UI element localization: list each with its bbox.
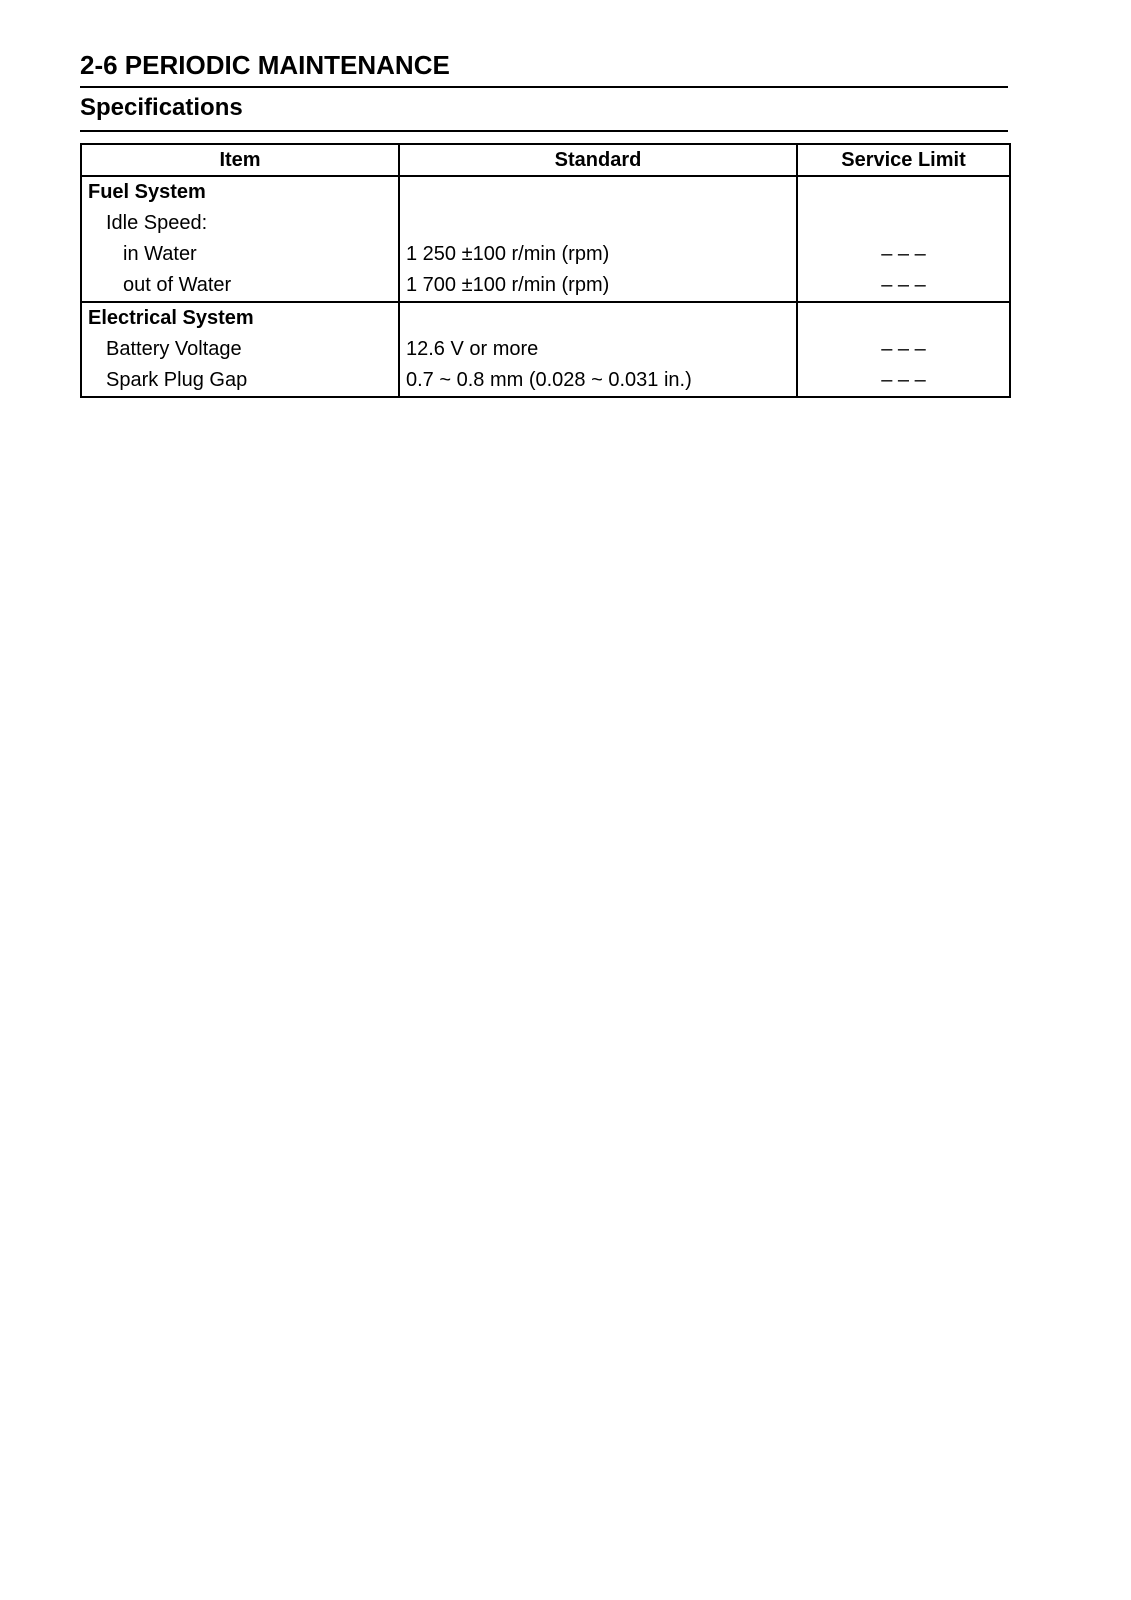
table-row — [81, 365, 1010, 397]
limit-cell: – – – — [797, 365, 1010, 397]
limit-cell — [797, 176, 1010, 208]
item-cell: out of Water — [81, 270, 399, 302]
fuel-system-group — [81, 176, 1010, 302]
table-row — [81, 176, 1010, 208]
table-row — [81, 334, 1010, 365]
standard-cell: 1 700 ±100 r/min (rpm) — [399, 270, 797, 302]
group-label-electrical-system: Electrical System — [81, 302, 399, 334]
standard-cell: 0.7 ~ 0.8 mm (0.028 ~ 0.031 in.) — [399, 365, 797, 397]
page-header — [80, 50, 1008, 132]
column-header-standard: Standard — [399, 144, 797, 176]
standard-cell: 12.6 V or more — [399, 334, 797, 365]
limit-cell — [797, 208, 1010, 239]
table-row — [81, 208, 1010, 239]
electrical-system-group — [81, 302, 1010, 397]
item-cell: Battery Voltage — [81, 334, 399, 365]
column-header-item: Item — [81, 144, 399, 176]
limit-cell: – – – — [797, 270, 1010, 302]
specifications-table — [80, 143, 1011, 398]
standard-cell: 1 250 ±100 r/min (rpm) — [399, 239, 797, 270]
column-header-service-limit: Service Limit — [797, 144, 1010, 176]
item-cell: in Water — [81, 239, 399, 270]
table-row — [81, 270, 1010, 302]
standard-cell — [399, 302, 797, 334]
standard-cell — [399, 176, 797, 208]
table-header-row — [81, 144, 1010, 176]
group-label-fuel-system: Fuel System — [81, 176, 399, 208]
section-title: Specifications — [80, 88, 1008, 132]
page-title: 2-6 PERIODIC MAINTENANCE — [80, 50, 1008, 88]
limit-cell: – – – — [797, 239, 1010, 270]
item-cell: Idle Speed: — [81, 208, 399, 239]
standard-cell — [399, 208, 797, 239]
limit-cell: – – – — [797, 334, 1010, 365]
limit-cell — [797, 302, 1010, 334]
item-cell: Spark Plug Gap — [81, 365, 399, 397]
table-row — [81, 302, 1010, 334]
table-row — [81, 239, 1010, 270]
